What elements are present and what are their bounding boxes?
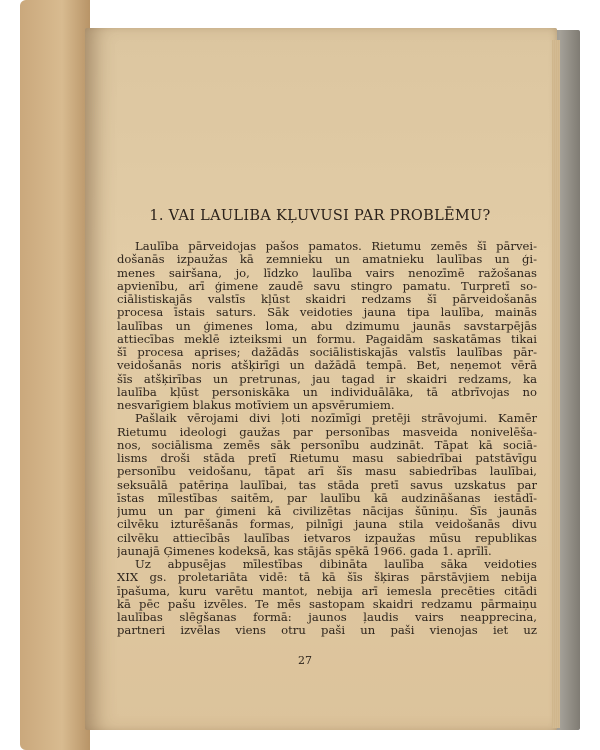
text-line: personību veidošanu, tāpat arī šīs masu sabiedrības laulībai, — [117, 465, 537, 479]
text-line: veidošanās noris atšķirīgi un dažādā tempā. Bet, neņemot vērā — [117, 359, 537, 373]
text-line: īpašuma, kuru varētu mantot, nebija arī iemesla precēties citādi — [117, 584, 537, 598]
text-line: menes sairšana, jo, līdzko laulība vairs nenozīmē ražošanas — [117, 266, 537, 280]
text-line: ciālistiskajās valstīs kļūst skaidri redzams šī pārveidošanās — [117, 293, 537, 306]
text-line: laulības slēgšanas formā: jaunos ļaudis vairs neapprecina, — [117, 611, 537, 624]
text-line: apvienību, arī ģimene zaudē savu stingro pamatu. Turpretī so- — [117, 279, 537, 293]
text-line: seksuālā patēriņa laulībai, tas stāda pretī savus uzskatus par — [117, 478, 537, 492]
text-line: nos, sociālisma zemēs sāk personību audzināt. Tāpat kā sociā- — [117, 438, 537, 452]
text-line: īstas mīlestības saitēm, par laulību kā audzināšanas iestādī- — [117, 491, 537, 505]
text-line: Pašlaik vērojami divi ļoti nozīmīgi pretēji strāvojumi. Kamēr — [135, 412, 537, 426]
text-line: XIX gs. proletariāta vidē: tā kā šīs šķiras pārstāvjiem nebija — [117, 571, 537, 585]
text-line: kā pēc pašu izvēles. Te mēs sastopam skaidri redzamu pārmaiņu — [117, 597, 537, 611]
left-page-edge — [20, 0, 90, 750]
text-line: Laulība pārveidojas pašos pamatos. Rietumu zemēs šī pārvei- — [135, 240, 537, 253]
text-line: Uz abpusējas mīlestības dibināta laulība sāka veidoties — [135, 558, 537, 571]
text-line: nesvarīgiem blakus motīviem un apsvērumiem. — [117, 399, 395, 412]
text-line: jaunajā Ģimenes kodeksā, kas stājās spēkā 1966. gada 1. aprīlī. — [117, 544, 492, 558]
text-line: lisms droši stāda pretī Rietumu masu sabiedrībai patstāvīgu — [117, 452, 537, 465]
text-line: cilvēku izturēšanās formas, pilnīgi jauna stila veidošanās divu — [117, 518, 537, 532]
chapter-heading: 1. VAI LAULIBA KĻUVUSI PAR PROBLĒMU? — [149, 208, 491, 224]
text-line: laulība kļūst personiskāka un individuālāka, tā atbrīvojas no — [117, 385, 537, 399]
text-line: šīs atšķirības un pretrunas, jau tagad ir skaidri redzams, ka — [117, 372, 537, 386]
text-line: procesa īstais saturs. Sāk veidoties jauna tipa laulība, mainās — [117, 306, 537, 320]
body-text — [117, 240, 537, 638]
page-stack-edge — [552, 40, 560, 728]
text-line: partneri izvēlas viens otru paši un paši vienojas iet uz — [117, 624, 537, 638]
text-line: attiecības meklē izteiksmi un formu. Pagaidām saskatāmas tikai — [117, 332, 537, 346]
text-line: jumu un par ģimeni kā civilizētas nācijas šūniņu. Šīs jaunās — [117, 505, 537, 518]
page-number: 27 — [298, 654, 312, 667]
text-line: laulības un ģimenes loma, abu dzimumu jaunās savstarpējās — [117, 319, 537, 333]
text-line: Rietumu ideologi gaužas par personības masveida nonivelēša- — [117, 425, 537, 439]
text-line: došanās izpaužas kā zemnieku un amatnieku laulības un ģi- — [117, 253, 537, 267]
text-line: šī procesa aprises; dažādās sociālistiskajās valstīs laulības pār- — [117, 346, 537, 359]
text-line: cilvēku attiecībās laulības ietvaros izpaužas mūsu republikas — [117, 531, 537, 545]
